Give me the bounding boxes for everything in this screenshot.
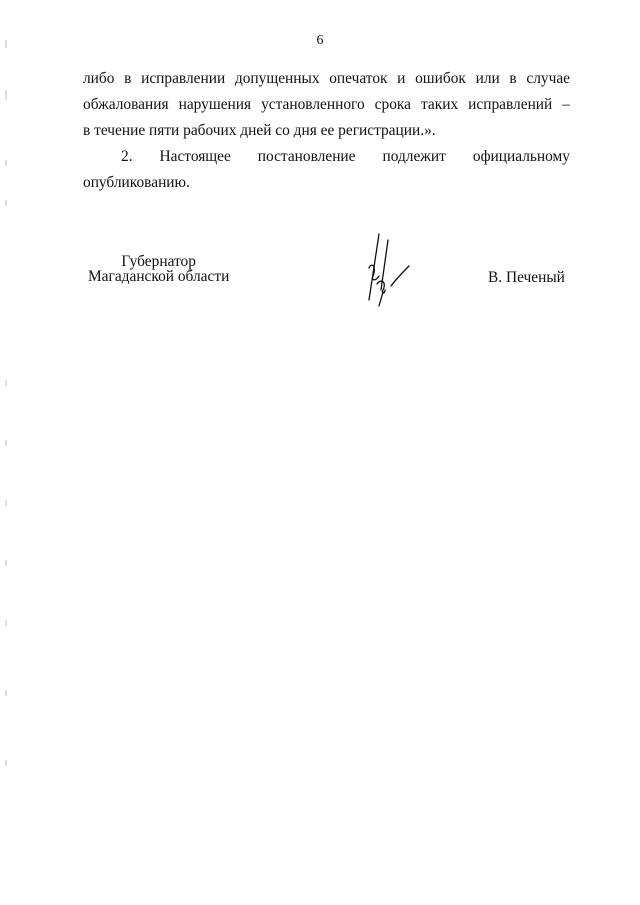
signatory-title-line-2: Магаданской области: [88, 268, 230, 285]
handwritten-signature: [355, 230, 415, 310]
paragraph-1-line-1: либо в исправлении допущенных опечаток и ошибок или в случае: [83, 70, 570, 87]
signatory-title: [88, 254, 229, 284]
signatory-name: В. Печеный: [488, 269, 565, 286]
paragraph-2-line-1: [83, 144, 570, 170]
paragraph-2-text: 2. Настоящее постановление подлежит официальному: [121, 148, 570, 165]
page-number: 6: [316, 33, 324, 48]
scan-margin-marks: [4, 0, 8, 905]
paragraph-2-line-2: опубликованию.: [83, 174, 190, 191]
signatory-title-line-1: Губернатор: [121, 253, 196, 270]
paragraph-1-line-2: обжалования нарушения установленного срока таких исправлений –: [83, 96, 570, 113]
paragraph-1-line-3: в течение пяти рабочих дней со дня ее регистрации.».: [83, 122, 436, 139]
